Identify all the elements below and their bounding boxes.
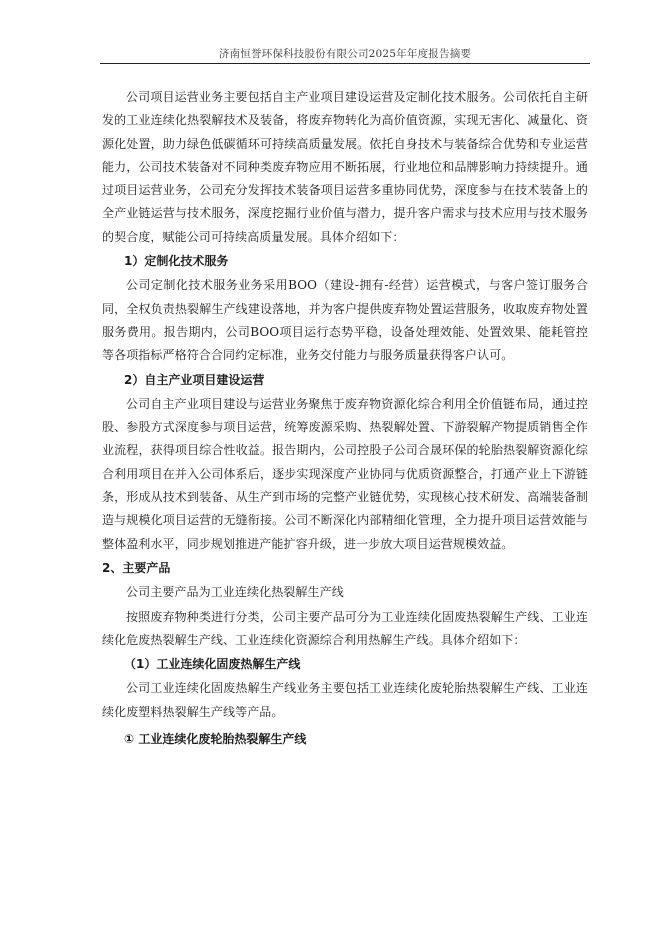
page-header: 济南恒誉环保科技股份有限公司2025年年度报告摘要 [218, 48, 472, 60]
document-body [102, 86, 588, 752]
paragraph-main-product: 公司主要产品为工业连续化热裂解生产线 [126, 585, 344, 600]
heading-own-projects: 2）自主产业项目建设运营 [124, 372, 265, 387]
paragraph-classification: 按照废弃物种类进行分类，公司主要产品可分为工业连续化固废热裂解生产线、工业连续化危废热裂解生产线、工业连续化资源综合利用热解生产线。具体介绍如下： [102, 609, 588, 647]
paragraph-project-operation: 公司项目运营业务主要包括自主产业项目建设运营及定制化技术服务。公司依托自主研发的工业连续化热裂解技术及装备，将废弃物转化为高价值资源，实现无害化、减量化、资源化处置，助力绿色低碳循环可持续高质量发展。依托自身技术与装备综合优势和专业运营能力，公司技术装备对不同种类废弃物应用不断拓展，行业地位和品牌影响力持续提升。通过项目运营业务，公司充分发挥技术装备项目运营多重协同优势，深度参与在技术装备上的全产业链运营与技术服务，深度挖掘行业价值与潜力，提升客户需求与技术应用与技术服务的契合度，赋能公司可持续高质量发展。具体介绍如下： [102, 90, 588, 244]
paragraph-customized-service: 公司定制化技术服务业务采用BOO（建设-拥有-经营）运营模式，与客户签订服务合同，全权负责热裂解生产线建设落地，并为客户提供废弃物处置运营服务，收取废弃物处置服务费用。报告期内，公司BOO项目运行态势平稳，设备处理效能、处置效果、能耗管控等各项指标严格符合合同约定标准，业务交付能力与服务质量获得客户认可。 [102, 278, 588, 363]
paragraph-solid-waste-line: 公司工业连续化固废热解生产线业务主要包括工业连续化废轮胎热裂解生产线、工业连续化废塑料热裂解生产线等产品。 [102, 681, 588, 719]
heading-customized-service: 1）定制化技术服务 [124, 254, 229, 269]
heading-main-products: 2、主要产品 [102, 560, 171, 575]
header-rule [100, 63, 590, 64]
heading-waste-tire-line: ① 工业连续化废轮胎热裂解生产线 [124, 732, 307, 747]
paragraph-own-projects: 公司自主产业项目建设与运营业务聚焦于废弃物资源化综合利用全价值链布局，通过控股、参股方式深度参与项目运营，统筹废源采购、热裂解处置、下游裂解产物提质销售全作业流程，获得项目综合性收益。报告期内，公司控股子公司合晟环保的轮胎热裂解资源化综合利用项目在并入公司体系后，逐步实现深度产业协同与优质资源整合，打通产业上下游链条，形成从技术到装备、从生产到市场的完整产业链优势，实现核心技术研发、高端装备制造与规模化项目运营的无缝衔接。公司不断深化内部精细化管理，全力提升项目运营效能与整体盈利水平，同步规划推进产能扩容升级，进一步放大项目运营规模效益。 [102, 396, 588, 551]
heading-solid-waste-line: （1）工业连续化固废热解生产线 [124, 657, 301, 672]
